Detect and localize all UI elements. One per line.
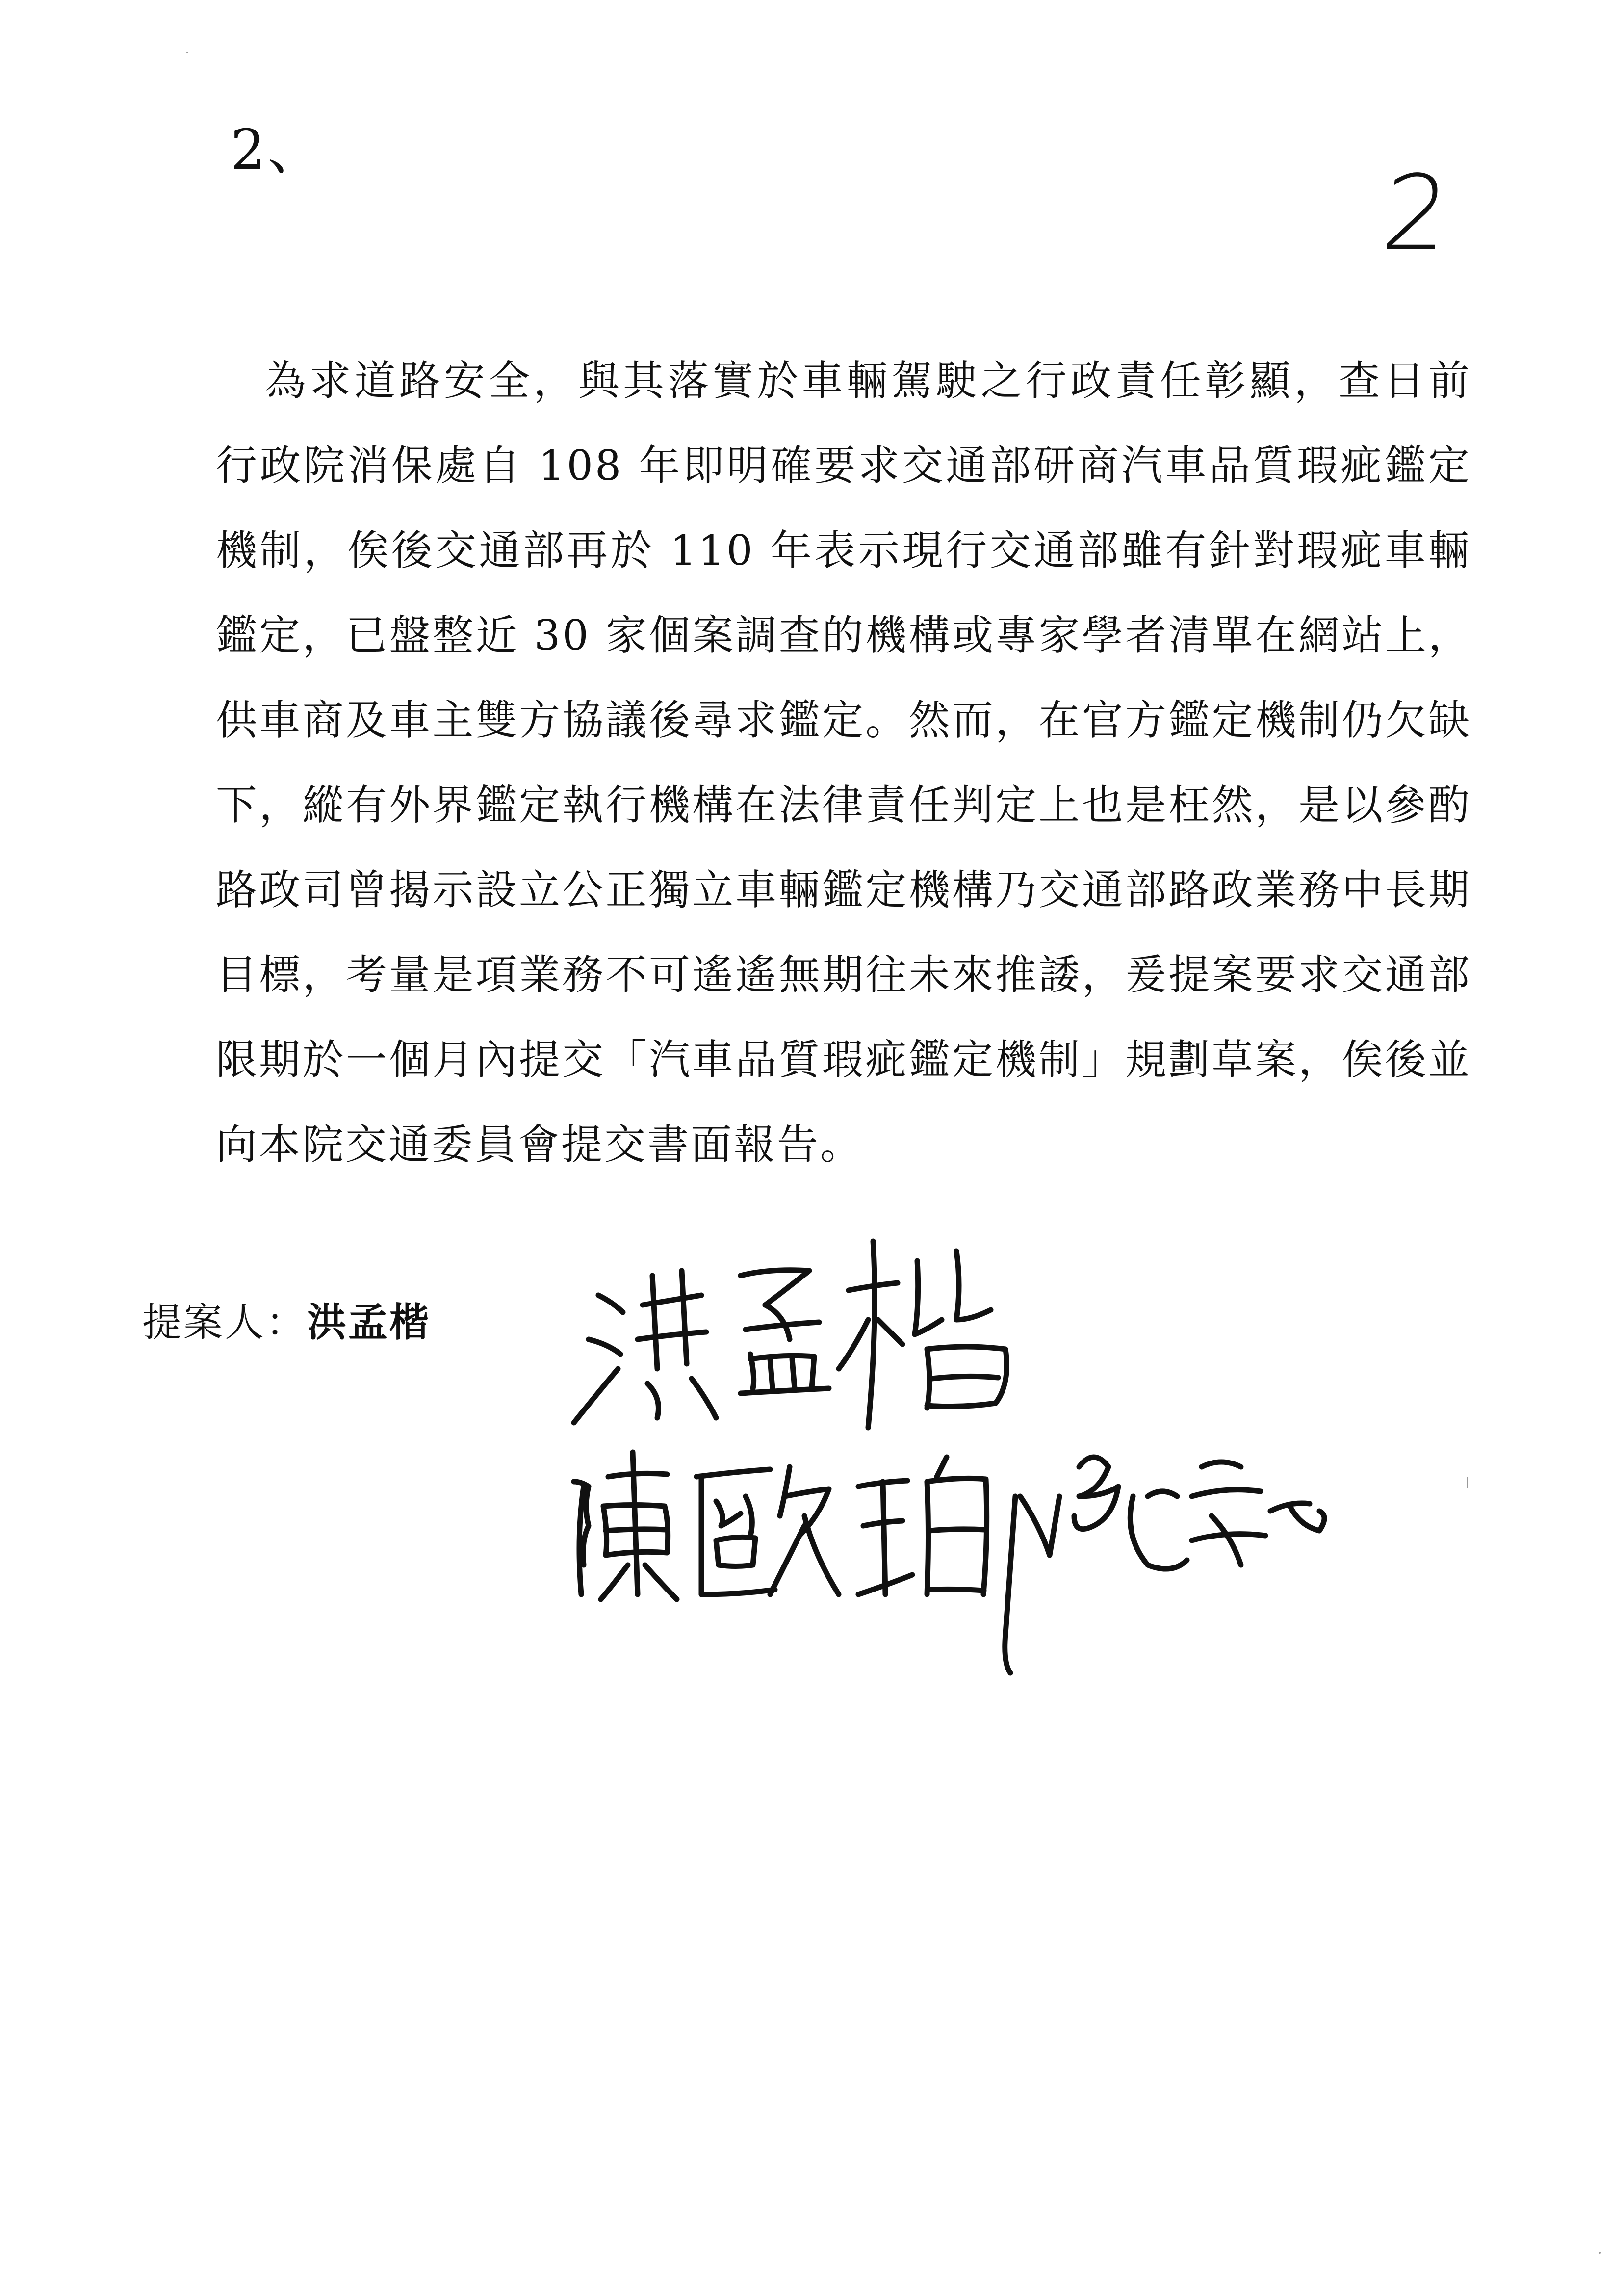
- scan-speck: [1467, 1477, 1468, 1488]
- proposer-line: [142, 1299, 431, 1345]
- scan-speck: [1599, 2252, 1601, 2254]
- signature-2: [574, 1452, 1324, 1673]
- proposer-name: 洪孟楷: [307, 1299, 431, 1345]
- signature-1: [574, 1241, 1007, 1428]
- handwritten-page-number: 2: [1377, 153, 1455, 273]
- proposal-body-text: 為求道路安全，與其落實於車輛駕駛之行政責任彰顯，查日前行政院消保處自 108 年即明確要求交通部研商汽車品質瑕疵鑑定機制，俟後交通部再於 110 年表示現行交通部雖有針對瑕疵車輛鑑定，已盤整近 30 家個案調查的機構或專家學者清單在網站上，供車商及車主雙方協議後尋求鑑定。然而，在官方鑑定機制仍欠缺下，縱有外界鑑定執行機構在法律責任判定上也是枉然，是以參酌路政司曾揭示設立公正獨立車輛鑑定機構乃交通部路政業務中長期目標，考量是項業務不可遙遙無期往未來推諉，爰提案要求交通部限期於一個月內提交「汽車品質瑕疵鑑定機制」規劃草案，俟後並向本院交通委員會提交書面報告。: [216, 357, 1471, 1169]
- handwritten-signatures: [554, 1222, 1408, 1678]
- scan-speck: [186, 52, 188, 53]
- proposer-label: 提案人：: [142, 1300, 307, 1345]
- item-number: 2、: [231, 118, 325, 182]
